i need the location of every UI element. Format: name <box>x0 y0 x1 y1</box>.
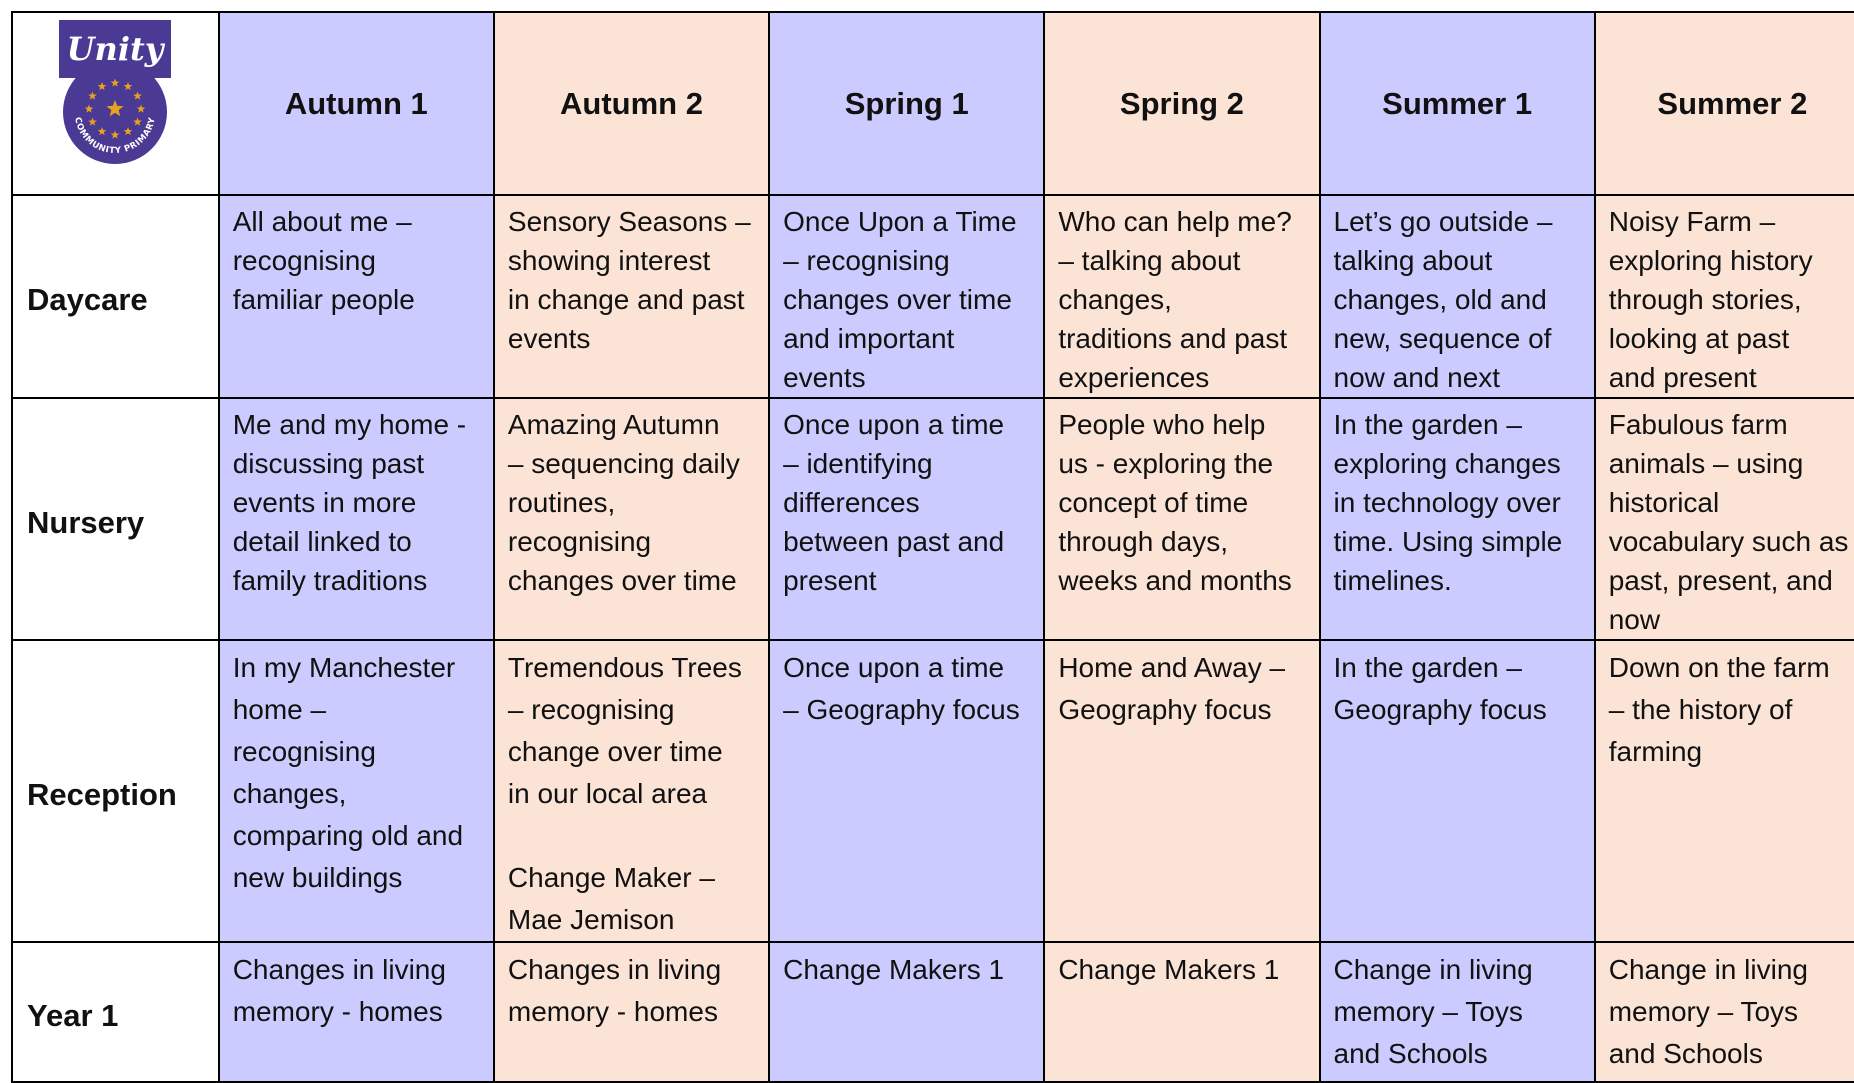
cell-line: changes over time <box>783 284 1012 315</box>
term-header-autumn-2: Autumn 2 <box>494 12 769 195</box>
cell-line: events <box>783 362 866 393</box>
cell-line: looking at past <box>1608 323 1790 354</box>
cell-line: Home and Away – <box>1058 652 1286 683</box>
cell-line: In the garden – <box>1333 409 1522 440</box>
cell-line: – the history of <box>1608 694 1793 725</box>
cell-line: Amazing Autumn <box>507 409 720 440</box>
cell-line: concept of time <box>1058 487 1249 518</box>
row-label-year-1: Year 1 <box>12 942 219 1082</box>
cell-line: in technology over <box>1333 487 1561 518</box>
cell-line: events <box>507 323 591 354</box>
cell-line: All about me – <box>232 206 412 237</box>
cell-line: In the garden – <box>1333 652 1522 683</box>
cell-year-1-spring-1 <box>769 942 1044 1082</box>
cell-line: Noisy Farm – <box>1608 206 1776 237</box>
cell-line: Down on the farm <box>1608 652 1830 683</box>
logo-cell <box>12 12 219 195</box>
cell-line: Sensory Seasons – <box>507 206 751 237</box>
cell-line: and Schools <box>1608 1038 1763 1069</box>
row-reception <box>12 640 1854 942</box>
cell-line: showing interest <box>507 245 711 276</box>
cell-line: Once upon a time <box>783 652 1005 683</box>
cell-line: new buildings <box>232 862 403 893</box>
cell-line: new, sequence of <box>1333 323 1552 354</box>
cell-year-1-autumn-2 <box>494 942 769 1082</box>
cell-line: family traditions <box>232 565 428 596</box>
cell-line: detail linked to <box>232 526 412 557</box>
cell-line: memory – Toys <box>1333 996 1523 1027</box>
cell-line: through stories, <box>1608 284 1802 315</box>
row-label-reception: Reception <box>12 640 219 942</box>
term-header-autumn-1: Autumn 1 <box>219 12 494 195</box>
cell-line: in change and past <box>507 284 745 315</box>
cell-line: differences <box>783 487 920 518</box>
cell-line: Tremendous Trees <box>507 652 742 683</box>
cell-line: between past and <box>783 526 1005 557</box>
cell-nursery-autumn-1 <box>219 398 494 640</box>
cell-line: historical <box>1608 487 1720 518</box>
row-label-daycare: Daycare <box>12 195 219 398</box>
cell-line: Let’s go outside – <box>1333 206 1553 237</box>
cell-reception-spring-2 <box>1044 640 1319 942</box>
cell-line: change over time <box>507 736 723 767</box>
cell-line: events in more <box>232 487 417 518</box>
row-year-1 <box>12 942 1854 1082</box>
cell-line: familiar people <box>232 284 415 315</box>
term-header-summer-1: Summer 1 <box>1320 12 1595 195</box>
cell-line: recognising <box>232 245 376 276</box>
row-nursery <box>12 398 1854 640</box>
cell-line: Mae Jemison <box>507 904 675 935</box>
cell-line: through days, <box>1058 526 1228 557</box>
term-header-spring-2: Spring 2 <box>1044 12 1319 195</box>
term-header-spring-1: Spring 1 <box>769 12 1044 195</box>
cell-line: – talking about <box>1058 245 1241 276</box>
cell-line: farming <box>1608 736 1703 767</box>
cell-reception-summer-1 <box>1320 640 1595 942</box>
cell-line: home – <box>232 694 327 725</box>
cell-line: past, present, and <box>1608 565 1833 596</box>
cell-line: Change Makers 1 <box>1058 954 1280 985</box>
row-daycare <box>12 195 1854 398</box>
cell-line: animals – using <box>1608 448 1804 479</box>
cell-year-1-summer-1 <box>1320 942 1595 1082</box>
cell-year-1-spring-2 <box>1044 942 1319 1082</box>
school-logo <box>55 17 175 177</box>
logo-wordmark: Unity <box>66 30 164 68</box>
cell-year-1-summer-2 <box>1595 942 1854 1082</box>
cell-line: recognising <box>507 526 652 557</box>
cell-line: comparing old and <box>232 820 464 851</box>
cell-line: and important <box>783 323 955 354</box>
cell-reception-autumn-1 <box>219 640 494 942</box>
cell-line: experiences <box>1058 362 1210 393</box>
cell-line: memory - homes <box>232 996 443 1027</box>
cell-line: traditions and past <box>1058 323 1288 354</box>
cell-line: – Geography focus <box>783 694 1020 725</box>
cell-line: now and next <box>1333 362 1501 393</box>
cell-nursery-summer-2 <box>1595 398 1854 640</box>
cell-line: Who can help me? <box>1058 206 1292 237</box>
cell-line: vocabulary such as <box>1608 526 1849 557</box>
cell-line: – recognising <box>507 694 675 725</box>
cell-daycare-summer-2 <box>1595 195 1854 398</box>
cell-daycare-summer-1 <box>1320 195 1595 398</box>
cell-line: Change in living <box>1333 954 1533 985</box>
cell-reception-autumn-2 <box>494 640 769 942</box>
cell-line: us - exploring the <box>1058 448 1274 479</box>
cell-nursery-spring-2 <box>1044 398 1319 640</box>
cell-line: Geography focus <box>1058 694 1272 725</box>
cell-daycare-autumn-2 <box>494 195 769 398</box>
cell-reception-summer-2 <box>1595 640 1854 942</box>
cell-daycare-autumn-1 <box>219 195 494 398</box>
cell-line: time. Using simple <box>1333 526 1563 557</box>
cell-line: memory - homes <box>507 996 718 1027</box>
cell-daycare-spring-1 <box>769 195 1044 398</box>
cell-line <box>508 815 758 857</box>
cell-line: talking about <box>1333 245 1493 276</box>
cell-line: recognising <box>232 736 376 767</box>
cell-nursery-summer-1 <box>1320 398 1595 640</box>
cell-line: Once upon a time <box>783 409 1005 440</box>
cell-line: in our local area <box>507 778 708 809</box>
cell-line: – identifying <box>783 448 933 479</box>
unity-crest-icon <box>55 17 175 177</box>
cell-line: Changes in living <box>507 954 722 985</box>
header-row <box>12 12 1854 195</box>
curriculum-grid <box>11 11 1854 1083</box>
cell-line: and present <box>1608 362 1757 393</box>
cell-line: memory – Toys <box>1608 996 1799 1027</box>
cell-year-1-autumn-1 <box>219 942 494 1082</box>
cell-line: exploring history <box>1608 245 1813 276</box>
cell-line: Geography focus <box>1333 694 1547 725</box>
cell-line: People who help <box>1058 409 1266 440</box>
cell-line: present <box>783 565 877 596</box>
cell-line: Change in living <box>1608 954 1808 985</box>
cell-line: routines, <box>507 487 616 518</box>
cell-line: Fabulous farm <box>1608 409 1788 440</box>
cell-nursery-spring-1 <box>769 398 1044 640</box>
term-header-summer-2: Summer 2 <box>1595 12 1854 195</box>
cell-line: changes over time <box>507 565 737 596</box>
cell-line: weeks and months <box>1058 565 1292 596</box>
cell-line: and Schools <box>1333 1038 1488 1069</box>
row-label-nursery: Nursery <box>12 398 219 640</box>
cell-line: discussing past <box>232 448 425 479</box>
cell-daycare-spring-2 <box>1044 195 1319 398</box>
cell-line: – recognising <box>783 245 950 276</box>
cell-line: In my Manchester <box>232 652 456 683</box>
cell-line: Change Makers 1 <box>783 954 1005 985</box>
cell-line: changes, <box>1058 284 1172 315</box>
cell-line: Changes in living <box>232 954 446 985</box>
cell-line: changes, old and <box>1333 284 1547 315</box>
cell-line: timelines. <box>1333 565 1452 596</box>
cell-line: exploring changes <box>1333 448 1561 479</box>
cell-nursery-autumn-2 <box>494 398 769 640</box>
cell-line: changes, <box>232 778 347 809</box>
cell-line: now <box>1608 604 1661 635</box>
cell-line: Me and my home - <box>232 409 467 440</box>
logo-ring-text: COMMUNITY PRIMARY <box>72 116 158 157</box>
cell-reception-spring-1 <box>769 640 1044 942</box>
cell-line: Once Upon a Time <box>783 206 1017 237</box>
cell-line: Change Maker – <box>507 862 715 893</box>
cell-line: – sequencing daily <box>507 448 740 479</box>
